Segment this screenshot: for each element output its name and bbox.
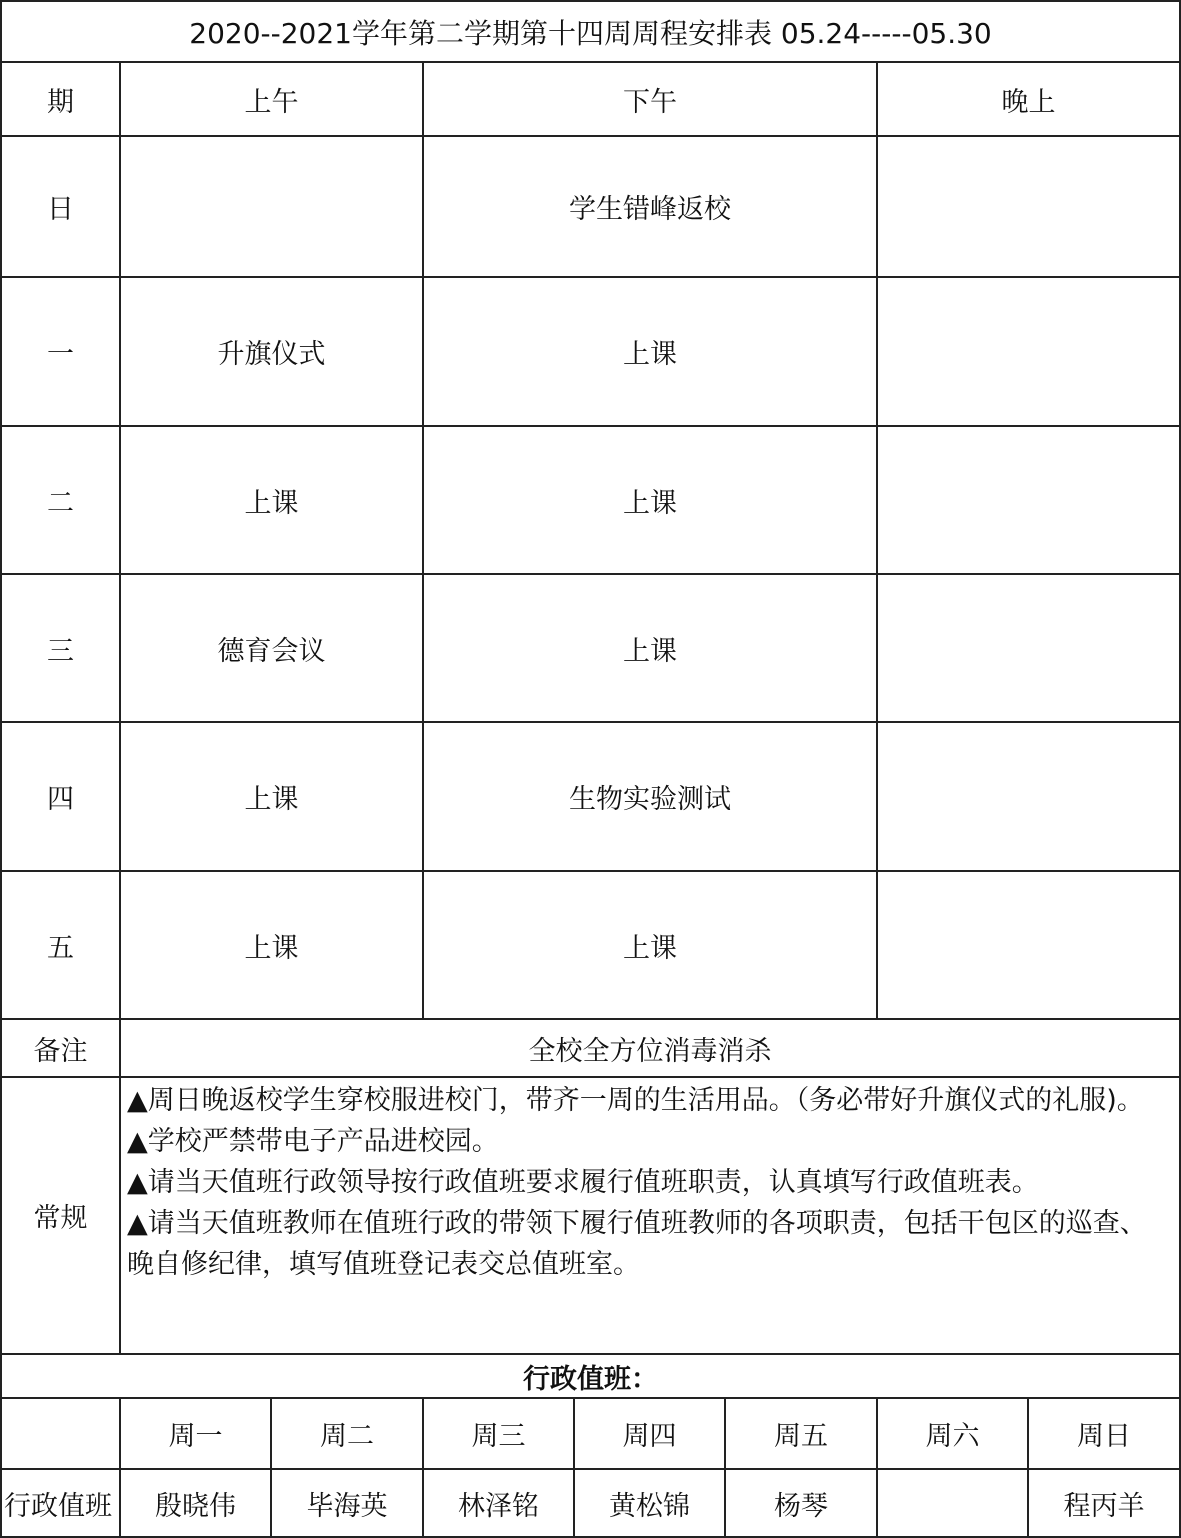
duty-name: 杨琴 — [726, 1470, 878, 1538]
evening-cell — [878, 278, 1181, 427]
header-morning: 上午 — [121, 63, 424, 137]
morning-cell: 升旗仪式 — [121, 278, 424, 427]
morning-cell: 上课 — [121, 427, 424, 575]
duty-name: 黄松锦 — [575, 1470, 726, 1538]
duty-day: 周五 — [726, 1399, 878, 1470]
afternoon-cell: 上课 — [424, 872, 878, 1020]
morning-cell — [121, 137, 424, 278]
duty-name: 林泽铭 — [424, 1470, 575, 1538]
routine-line: ▲周日晚返校学生穿校服进校门，带齐一周的生活用品。（务必带好升旗仪式的礼服)。 — [127, 1085, 1144, 1116]
day-label: 二 — [0, 427, 121, 575]
routine-line: ▲请当天值班教师在值班行政的带领下履行值班教师的各项职责，包括干包区的巡查、晚自修纪律，填写值班登记表交总值班室。 — [127, 1208, 1147, 1280]
evening-cell — [878, 872, 1181, 1020]
duty-day: 周四 — [575, 1399, 726, 1470]
duty-heading: 行政值班： — [0, 1355, 1181, 1399]
morning-cell: 上课 — [121, 872, 424, 1020]
afternoon-cell: 学生错峰返校 — [424, 137, 878, 278]
morning-cell: 上课 — [121, 723, 424, 872]
evening-cell — [878, 723, 1181, 872]
duty-day: 周二 — [272, 1399, 424, 1470]
duty-row-label: 行政值班 — [0, 1470, 121, 1538]
afternoon-cell: 生物实验测试 — [424, 723, 878, 872]
remarks-text: 全校全方位消毒消杀 — [121, 1020, 1181, 1078]
header-afternoon: 下午 — [424, 63, 878, 137]
morning-cell: 德育会议 — [121, 575, 424, 723]
routine-line: ▲请当天值班行政领导按行政值班要求履行值班职责，认真填写行政值班表。 — [127, 1167, 1039, 1198]
routine-notes — [121, 1078, 1181, 1355]
header-day-col: 期 — [0, 63, 121, 137]
routine-line: ▲学校严禁带电子产品进校园。 — [127, 1126, 499, 1157]
duty-name: 毕海英 — [272, 1470, 424, 1538]
evening-cell — [878, 575, 1181, 723]
evening-cell — [878, 137, 1181, 278]
afternoon-cell: 上课 — [424, 427, 878, 575]
day-label: 日 — [0, 137, 121, 278]
afternoon-cell: 上课 — [424, 278, 878, 427]
duty-corner — [0, 1399, 121, 1470]
day-label: 四 — [0, 723, 121, 872]
routine-label: 常规 — [0, 1078, 121, 1355]
afternoon-cell: 上课 — [424, 575, 878, 723]
duty-name: 程丙羊 — [1029, 1470, 1181, 1538]
remarks-label: 备注 — [0, 1020, 121, 1078]
duty-day: 周一 — [121, 1399, 272, 1470]
duty-day: 周日 — [1029, 1399, 1181, 1470]
day-label: 五 — [0, 872, 121, 1020]
duty-name — [878, 1470, 1029, 1538]
header-evening: 晚上 — [878, 63, 1181, 137]
duty-name: 殷晓伟 — [121, 1470, 272, 1538]
duty-day: 周六 — [878, 1399, 1029, 1470]
evening-cell — [878, 427, 1181, 575]
day-label: 三 — [0, 575, 121, 723]
duty-day: 周三 — [424, 1399, 575, 1470]
day-label: 一 — [0, 278, 121, 427]
sheet-title: 2020--2021学年第二学期第十四周周程安排表 05.24-----05.30 — [0, 0, 1181, 63]
